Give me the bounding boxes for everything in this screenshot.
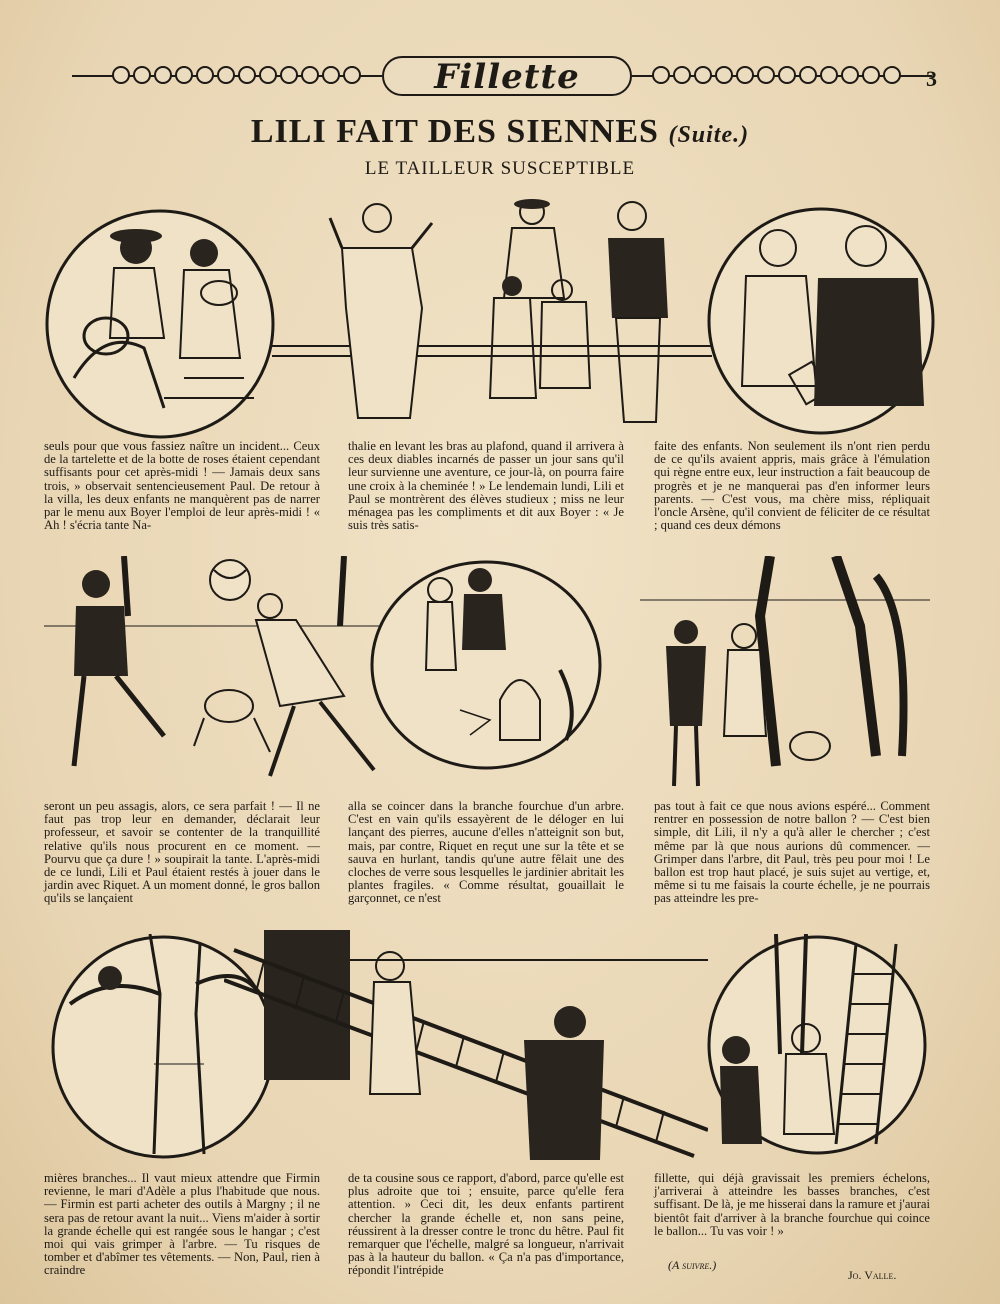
text-row2-col1: seront un peu assagis, alors, ce sera parfait ! — Il ne faut pas trop leur en demander, déclarait leur professeur, et savoir se contenter de la tranquillité relative qu'ils nous procurent en ce moment. — Pourvu que ça dure ! » soupirait la tante. L'après-midi de ce lundi, Lili et Paul étaient restés à jouer dans le jardin avec Riquet. A un moment donné, le gros ballon qu'ils se lançaient (44, 799, 320, 906)
story-title-text: LILI FAIT DES SIENNES (250, 113, 659, 150)
page-number: 3 (926, 66, 937, 91)
story-title (0, 113, 1000, 151)
text-row3-col3: fillette, qui déjà gravissait les premiers échelons, j'arriverai à atteindre les basses branches, c'est suffisant. De là, je me hisserai dans la ramure et j'aurai bientôt fait d'arriver à la branche fourchue qui coince le ballon... Tu vas voir ! » (654, 1171, 930, 1238)
text-row3-col1: mières branches... Il vaut mieux attendre que Firmin revienne, le mari d'Adèle a plus l'habitude que nous. — Firmin est parti acheter des outils à Margny ; il ne sera pas de retour avant la nuit... Viens m'aider à sortir la grande échelle qui est rangée sous le hangar ; c'est moi qui vais grimper à l'arbre. — Tu risques de tomber et d'abîmer tes vêtements. — Non, Paul, rien à craindre (44, 1171, 320, 1278)
panel-two-men (706, 206, 936, 436)
panel-broken-cloche (370, 560, 602, 770)
rosette-ornament-left (112, 66, 361, 84)
panel-car-driver (44, 208, 276, 440)
author-signature: Jo. Valle. (848, 1268, 897, 1282)
text-row1-col1: seuls pour que vous fassiez naître un incident... Ceux de la tartelette et de la botte de roses étaient cependant suffisants pour cet après-midi ! — Jamais deux sans trois, » observait sentencieusement Paul. De retour à la villa, les deux enfants ne manquèrent pas de narrer par le menu aux Boyer l'emploi de leur après-midi ! « Ah ! s'écria tante Na- (44, 439, 320, 533)
a-suivre-note: (A suivre.) (668, 1258, 717, 1272)
panel-carrying-ladder (224, 930, 708, 1164)
masthead-bar (72, 56, 932, 96)
panel-ball-in-tree (640, 556, 930, 788)
text-row-3 (42, 1172, 962, 1288)
panel-ball-game (44, 556, 384, 788)
panel-climbing-ladder (706, 934, 928, 1156)
text-row3-col2: de ta cousine sous ce rapport, d'abord, parce qu'elle est plus adroite que toi ; ensuite, parce qu'elle fera attention. » Ceci dit, les deux enfants partirent chercher la grande échelle et, non sans peine, réussirent à la dresser contre le tronc du hêtre. Paul fit remarquer que l'échelle, malgré sa longueur, n'arrivait pas à la hauteur du ballon. « Ça n'a pas d'importance, répondit l'intrépide (348, 1171, 624, 1278)
rosette-ornament-right (652, 66, 901, 84)
text-row2-col2: alla se coincer dans la branche fourchue d'un arbre. C'est en vain qu'ils essayèrent de le déloger en lui lançant des pierres, aucune d'elles n'atteignit son but, mais, par contre, Riquet en reçut une sur la tête et se sauva en hurlant, tandis qu'une autre fêlait une des cloches de verre sous lesquelles le jardinier abritait les plantes fragiles. « Comme résultat, gouaillait le garçonnet, ce n'est (348, 799, 624, 906)
story-title-suite: (Suite.) (668, 122, 750, 148)
text-row2-col3: pas tout à fait ce que nous avions espéré... Comment rentrer en possession de notre ballon ? — C'est bien simple, dit Lili, il n'y a qu'à aller le chercher ; c'est même par là que nous aurions dû commencer. — Grimper dans l'arbre, dit Paul, très peu pour moi ! Le ballon est trop haut placé, je suis sujet au vertige, et, même si tu me faisais la courte échelle, je ne pourrais pas atteindre les pre- (654, 799, 930, 906)
masthead-logo: Fillette (382, 56, 632, 96)
text-row1-col2: thalie en levant les bras au plafond, quand il arrivera à ces deux diables incarnés de passer un jour sans qu'il leur survienne une aventure, ce jour-là, on pourra faire une croix à la cheminée ! » Le lendemain lundi, Lili et Paul se montrèrent des élèves studieux ; miss ne leur ménagea pas les compliments et dit aux Boyer : « Je suis très satis- (348, 439, 624, 533)
text-row-2 (42, 800, 962, 918)
text-row1-col3: faite des enfants. Non seulement ils n'ont rien perdu de ce qu'ils avaient appris, mais grâce à l'émulation qui règne entre eux, leur instruction a fait beaucoup de progrès et je ne manquerai pas d'en informer leurs parents. — C'est vous, ma chère miss, répliquait l'oncle Arsène, qu'il convient de féliciter de ce résultat ; quand ces deux démons (654, 439, 930, 533)
story-subtitle: LE TAILLEUR SUSCEPTIBLE (364, 158, 636, 179)
panel-tante-nathalie (272, 198, 712, 428)
text-row-1 (42, 440, 962, 540)
